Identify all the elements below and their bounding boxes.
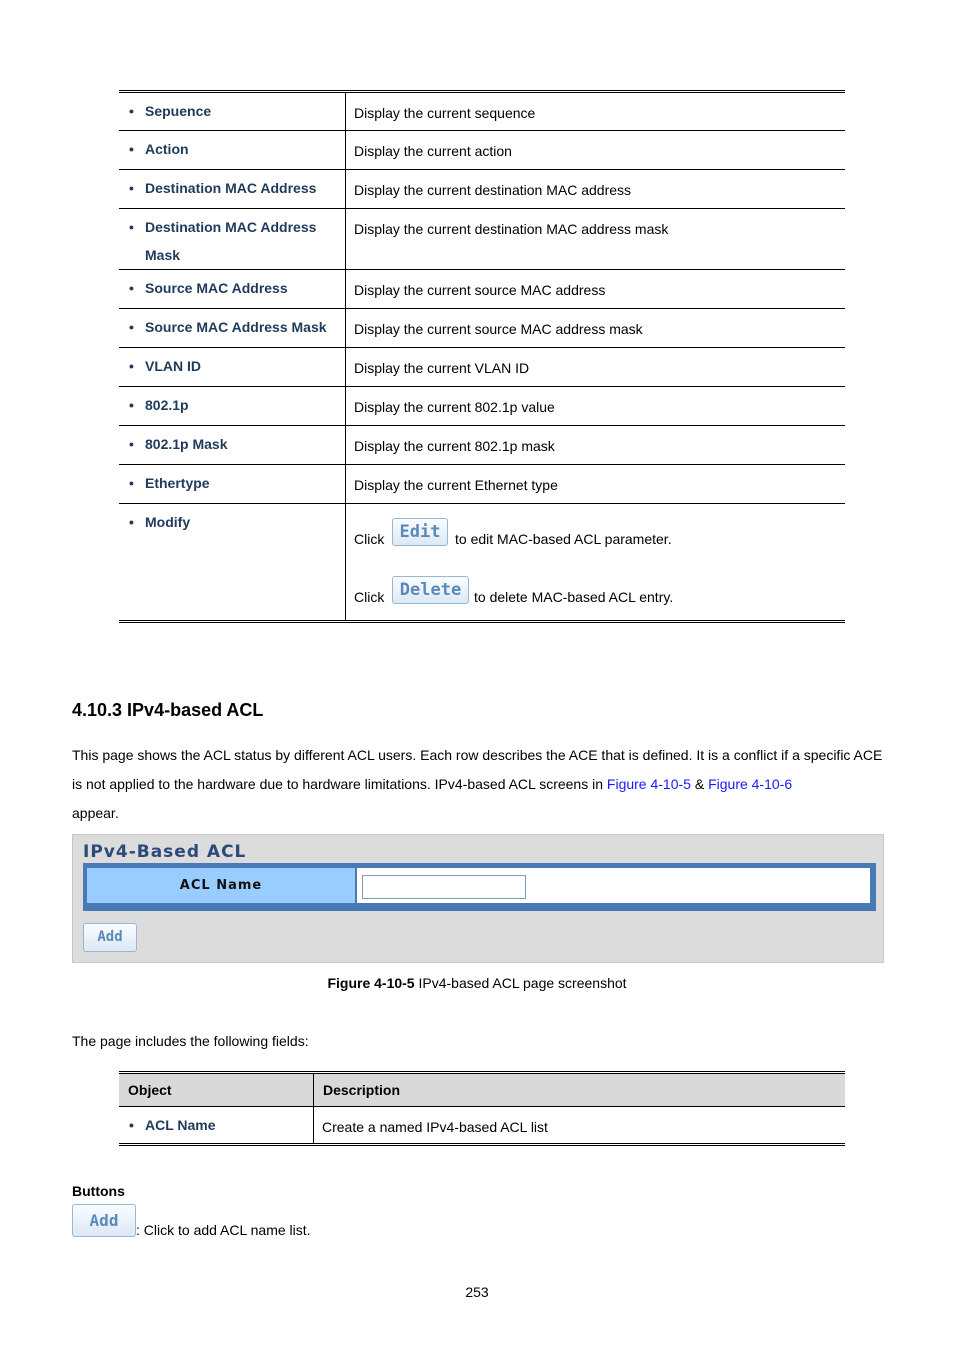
- figure-link-2[interactable]: Figure 4-10-6: [708, 776, 793, 792]
- caption-text: IPv4-based ACL page screenshot: [414, 975, 627, 991]
- click-label: Click: [354, 531, 385, 547]
- figure-caption: [0, 975, 954, 991]
- table-row: • Action Display the current action: [119, 131, 845, 170]
- figure-link-1[interactable]: Figure 4-10-5: [606, 776, 691, 792]
- field-name: Source MAC Address: [145, 280, 288, 296]
- click-label: Click: [354, 589, 385, 605]
- paragraph-text-end: appear.: [72, 805, 119, 821]
- ampersand: &: [690, 776, 709, 792]
- edit-button[interactable]: Edit: [392, 518, 448, 546]
- delete-description: to delete MAC-based ACL entry.: [474, 589, 674, 605]
- add-button-example[interactable]: Add: [72, 1204, 136, 1237]
- add-button-description: : Click to add ACL name list.: [136, 1222, 311, 1238]
- table-row: • Destination MAC Address Display the current destination MAC address: [119, 170, 845, 209]
- header-description: Description: [314, 1073, 846, 1107]
- panel-title: IPv4-Based ACL: [83, 842, 247, 862]
- field-name: Sepuence: [145, 103, 212, 119]
- acl-fields-table: [119, 1071, 845, 1146]
- field-name: VLAN ID: [145, 358, 201, 374]
- field-name: 802.1p: [145, 397, 189, 413]
- paragraph-text: This page shows the ACL status by different ACL users. Each row describes the ACE that is defined. It is a conflict if a specific ACE is not applied to the hardware due to hardware limitations. IPv4-based ACL screens in: [72, 747, 883, 792]
- page-number: 253: [465, 1284, 489, 1300]
- table-row: • ACL Name Create a named IPv4-based ACL list: [119, 1107, 845, 1145]
- table-row: • Destination MAC Address Mask Display the current destination MAC address mask: [119, 209, 845, 270]
- section-paragraph: [72, 741, 884, 828]
- field-description: Create a named IPv4-based ACL list: [322, 1119, 548, 1135]
- edit-line: [354, 516, 845, 574]
- table-row-modify: • Modify Click Edit to edit MAC-based ACL parameter. Click Delete to delete MAC-based ACL entry.: [119, 504, 845, 622]
- acl-name-table: [83, 863, 876, 911]
- field-name: Action: [145, 141, 189, 157]
- field-description: Display the current destination MAC address: [354, 182, 632, 198]
- field-description: Display the current destination MAC address mask: [354, 221, 669, 237]
- field-description: Display the current 802.1p mask: [354, 438, 555, 454]
- field-name: Source MAC Address Mask: [145, 319, 327, 335]
- delete-line: [354, 574, 845, 620]
- delete-button[interactable]: Delete: [392, 576, 469, 604]
- fields-table: [119, 90, 845, 623]
- field-description: Display the current source MAC address: [354, 282, 606, 298]
- field-description: Display the current Ethernet type: [354, 477, 558, 493]
- table-row: • Sepuence Display the current sequence: [119, 92, 845, 131]
- field-description: Display the current action: [354, 143, 512, 159]
- acl-name-input[interactable]: [362, 875, 526, 899]
- buttons-heading: Buttons: [72, 1183, 125, 1199]
- field-name: Modify: [145, 514, 191, 530]
- field-name: ACL Name: [145, 1117, 216, 1133]
- acl-name-cell: [357, 868, 870, 903]
- field-description: Display the current source MAC address mask: [354, 321, 643, 337]
- field-description: Display the current VLAN ID: [354, 360, 530, 376]
- field-name: Ethertype: [145, 475, 210, 491]
- caption-label: Figure 4-10-5: [327, 975, 415, 991]
- edit-description: to edit MAC-based ACL parameter.: [455, 531, 672, 547]
- table-row: • 802.1p Display the current 802.1p value: [119, 387, 845, 426]
- field-name: 802.1p Mask: [145, 436, 228, 452]
- table-row: • VLAN ID Display the current VLAN ID: [119, 348, 845, 387]
- ipv4-acl-screenshot: [72, 834, 884, 963]
- table-row: • Source MAC Address Mask Display the current source MAC address mask: [119, 309, 845, 348]
- field-name: Destination MAC Address: [145, 180, 317, 196]
- acl-name-label: ACL Name: [87, 868, 355, 903]
- fields-intro: The page includes the following fields:: [72, 1033, 309, 1049]
- field-description: Display the current sequence: [354, 105, 536, 121]
- table-row: • Source MAC Address Display the current source MAC address: [119, 270, 845, 309]
- field-name: Destination MAC Address Mask: [145, 219, 317, 263]
- field-description: Display the current 802.1p value: [354, 399, 555, 415]
- table-row: • Ethertype Display the current Ethernet type: [119, 465, 845, 504]
- section-heading: 4.10.3 IPv4-based ACL: [72, 700, 264, 720]
- add-button[interactable]: Add: [83, 923, 137, 952]
- table-row: • 802.1p Mask Display the current 802.1p mask: [119, 426, 845, 465]
- header-object: Object: [119, 1073, 314, 1107]
